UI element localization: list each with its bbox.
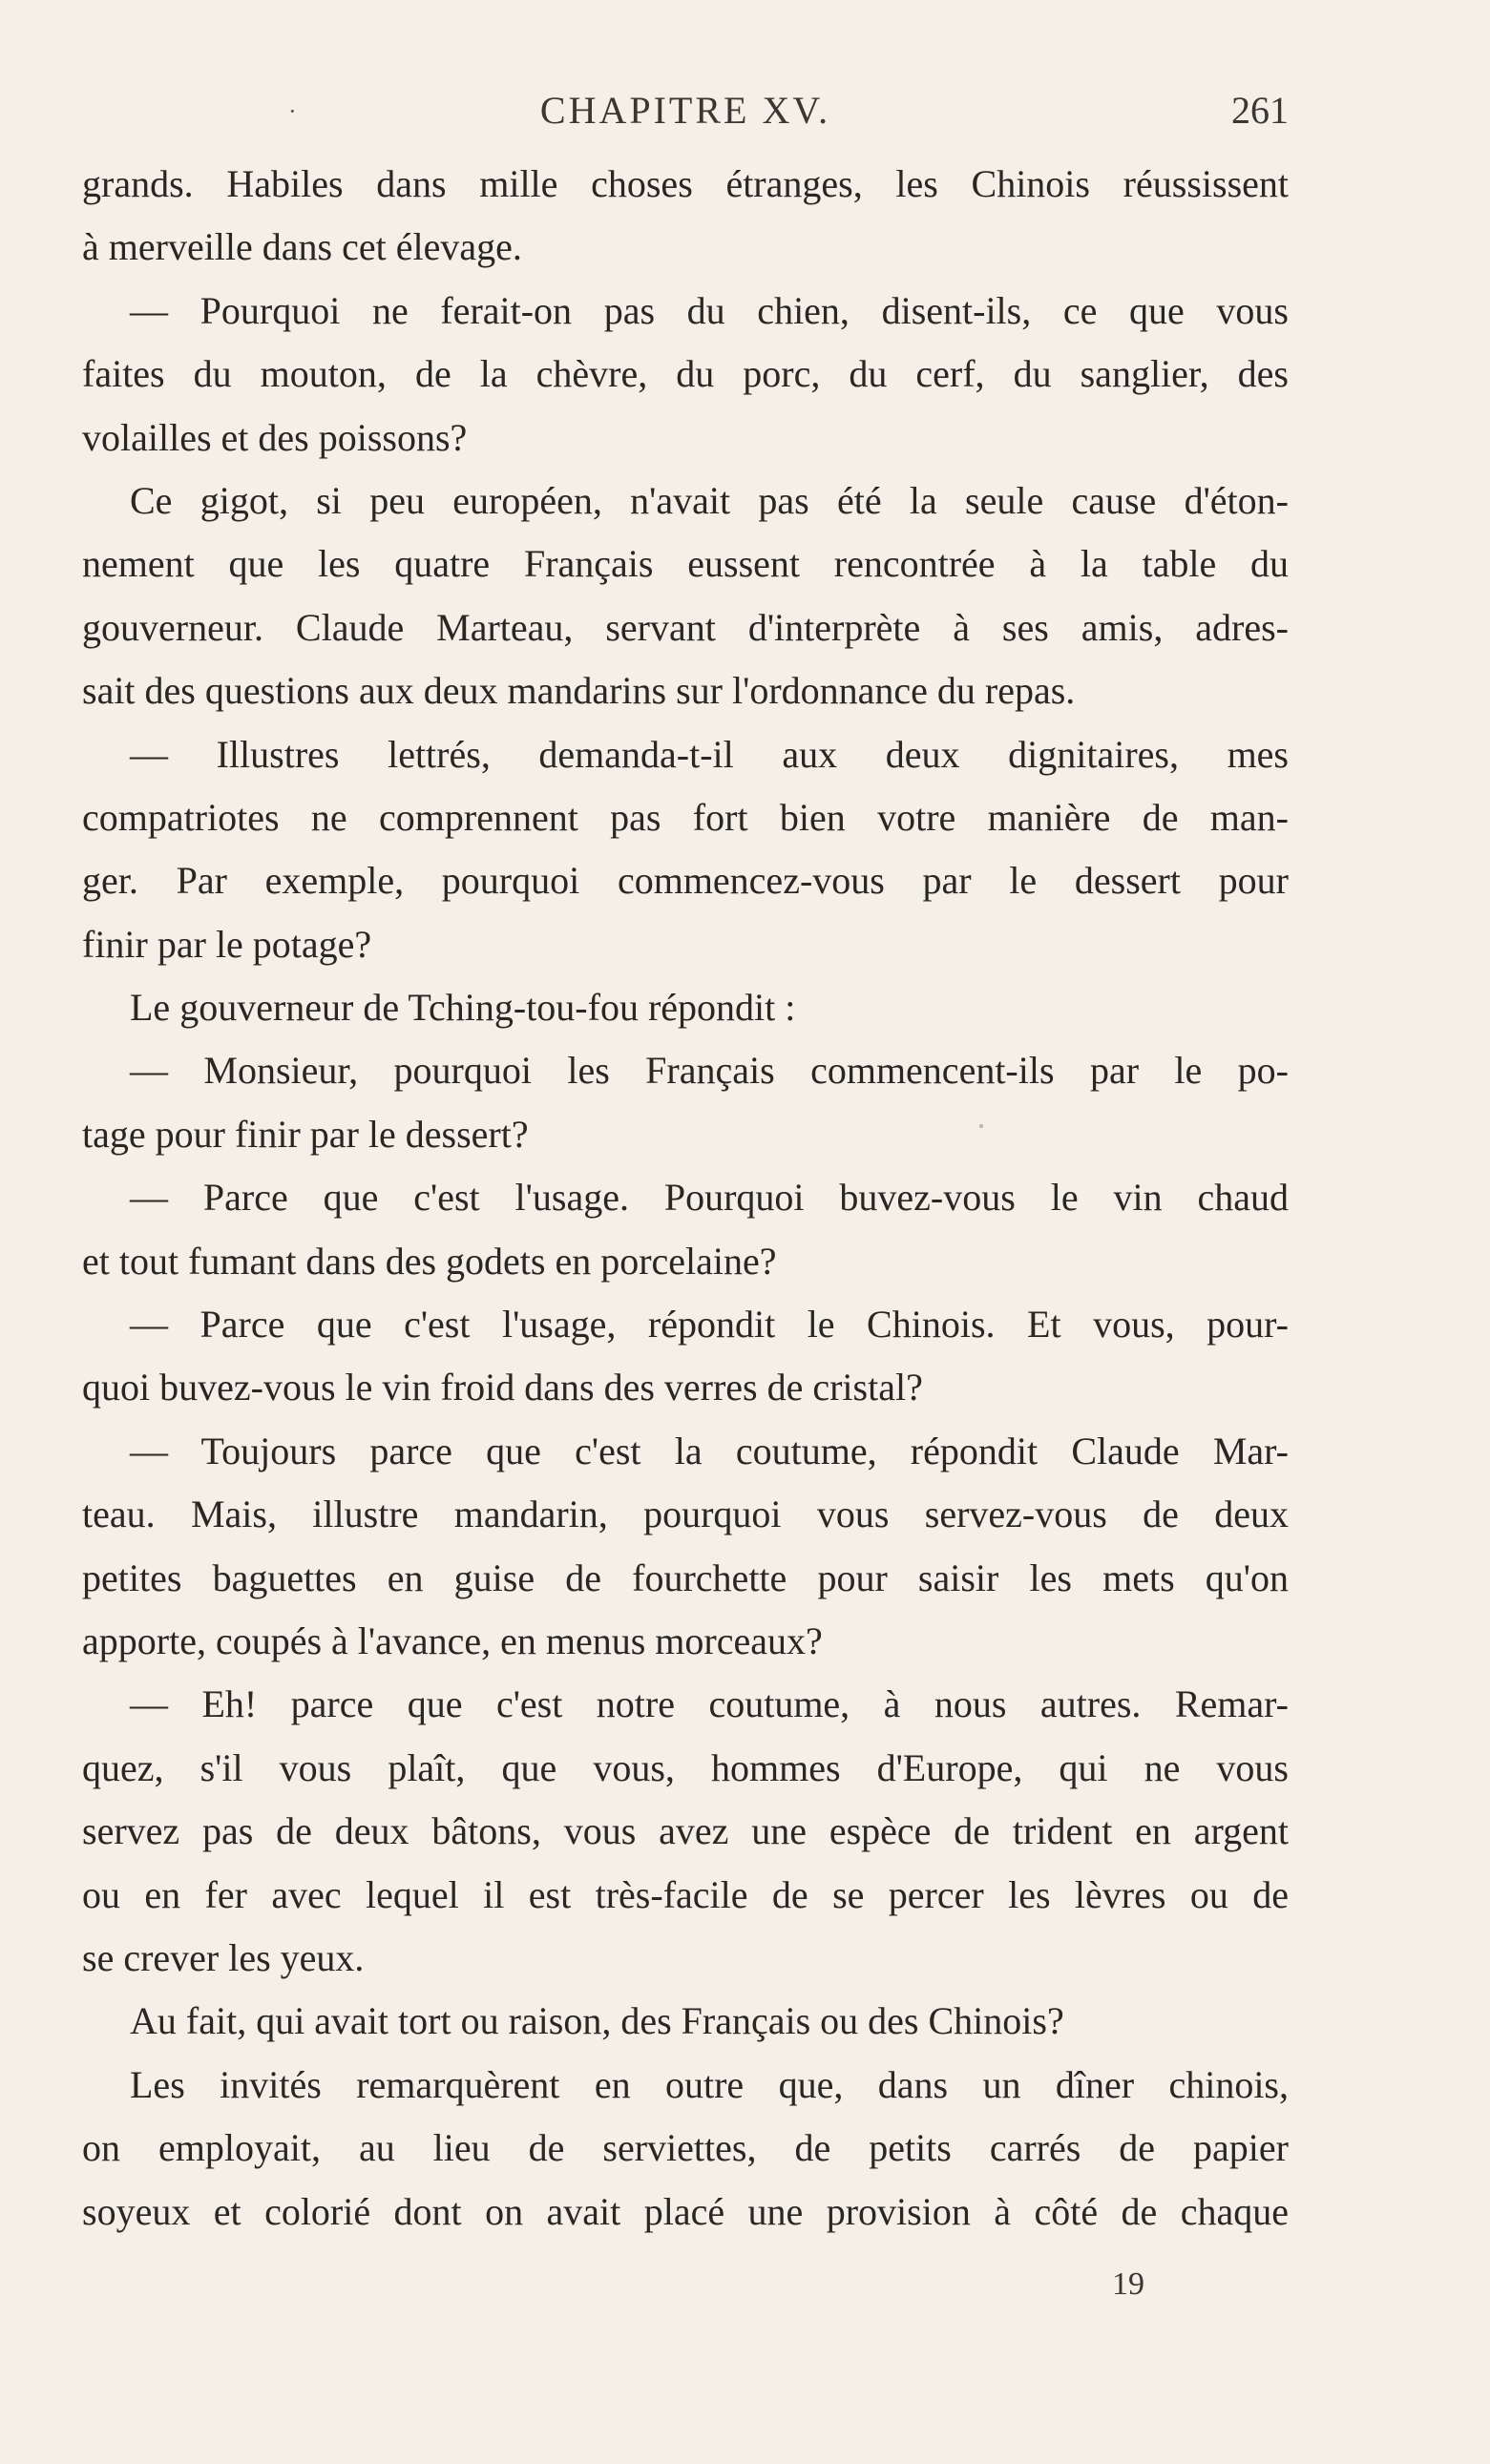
- text-line: ger. Par exemple, pourquoi commencez-vous par le dessert pour: [82, 859, 1289, 903]
- text-line: petites baguettes en guise de fourchette pour saisir les mets qu'on: [82, 1556, 1289, 1599]
- text-line: on employait, au lieu de serviettes, de petits carrés de papier: [82, 2126, 1289, 2170]
- text-line: sait des questions aux deux mandarins sur l'ordonnance du repas.: [82, 669, 1076, 713]
- text-line: gouverneur. Claude Marteau, servant d'interprète à ses amis, adres-: [82, 605, 1289, 649]
- text-line: — Monsieur, pourquoi les Français commencent-ils par le po-: [130, 1049, 1289, 1093]
- text-line: se crever les yeux.: [82, 1935, 365, 1979]
- text-line: — Toujours parce que c'est la coutume, répondit Claude Mar-: [130, 1429, 1289, 1472]
- text-line: nement que les quatre Français eussent rencontrée à la table du: [82, 542, 1289, 586]
- header-bullet: ·: [288, 97, 297, 125]
- text-line: — Pourquoi ne ferait-on pas du chien, disent-ils, ce que vous: [130, 288, 1289, 332]
- text-line: volailles et des poissons?: [82, 415, 468, 459]
- page-number: 261: [1231, 89, 1289, 132]
- text-line: — Parce que c'est l'usage. Pourquoi buvez-vous le vin chaud: [130, 1176, 1289, 1220]
- text-line: grands. Habiles dans mille choses étranges, les Chinois réussissent: [82, 162, 1289, 205]
- running-header: [82, 88, 1289, 145]
- text-line: soyeux et colorié dont on avait placé une provision à côté de chaque: [82, 2189, 1289, 2233]
- signature-mark: 19: [1112, 2266, 1144, 2302]
- text-line: Le gouverneur de Tching-tou-fou répondit :: [130, 986, 796, 1030]
- text-line: — Parce que c'est l'usage, répondit le Chinois. Et vous, pour-: [130, 1303, 1289, 1347]
- text-line: tage pour finir par le dessert?: [82, 1112, 529, 1156]
- text-line: ou en fer avec lequel il est très-facile de se percer les lèvres ou de: [82, 1872, 1289, 1916]
- page-body: [82, 153, 1289, 2244]
- text-line: Les invités remarquèrent en outre que, dans un dîner chinois,: [130, 2062, 1289, 2106]
- text-line: servez pas de deux bâtons, vous avez une espèce de trident en argent: [82, 1809, 1289, 1853]
- text-line: Au fait, qui avait tort ou raison, des Français ou des Chinois?: [130, 1999, 1064, 2043]
- text-line: compatriotes ne comprennent pas fort bien votre manière de man-: [82, 795, 1289, 839]
- paper-speck: [979, 1124, 983, 1128]
- text-line: — Illustres lettrés, demanda-t-il aux deux dignitaires, mes: [130, 732, 1289, 776]
- text-line: — Eh! parce que c'est notre coutume, à nous autres. Remar-: [130, 1682, 1289, 1726]
- text-line: faites du mouton, de la chèvre, du porc, du cerf, du sanglier, des: [82, 352, 1289, 396]
- text-line: finir par le potage?: [82, 922, 372, 966]
- text-line: quez, s'il vous plaît, que vous, hommes d'Europe, qui ne vous: [82, 1745, 1289, 1789]
- text-line: teau. Mais, illustre mandarin, pourquoi vous servez-vous de deux: [82, 1493, 1289, 1536]
- text-line: et tout fumant dans des godets en porcelaine?: [82, 1239, 777, 1283]
- chapter-title: CHAPITRE XV.: [539, 89, 831, 132]
- text-line: Ce gigot, si peu européen, n'avait pas été la seule cause d'éton-: [130, 478, 1289, 522]
- text-line: à merveille dans cet élevage.: [82, 225, 522, 269]
- text-line: apporte, coupés à l'avance, en menus morceaux?: [82, 1618, 823, 1662]
- text-line: quoi buvez-vous le vin froid dans des verres de cristal?: [82, 1366, 923, 1409]
